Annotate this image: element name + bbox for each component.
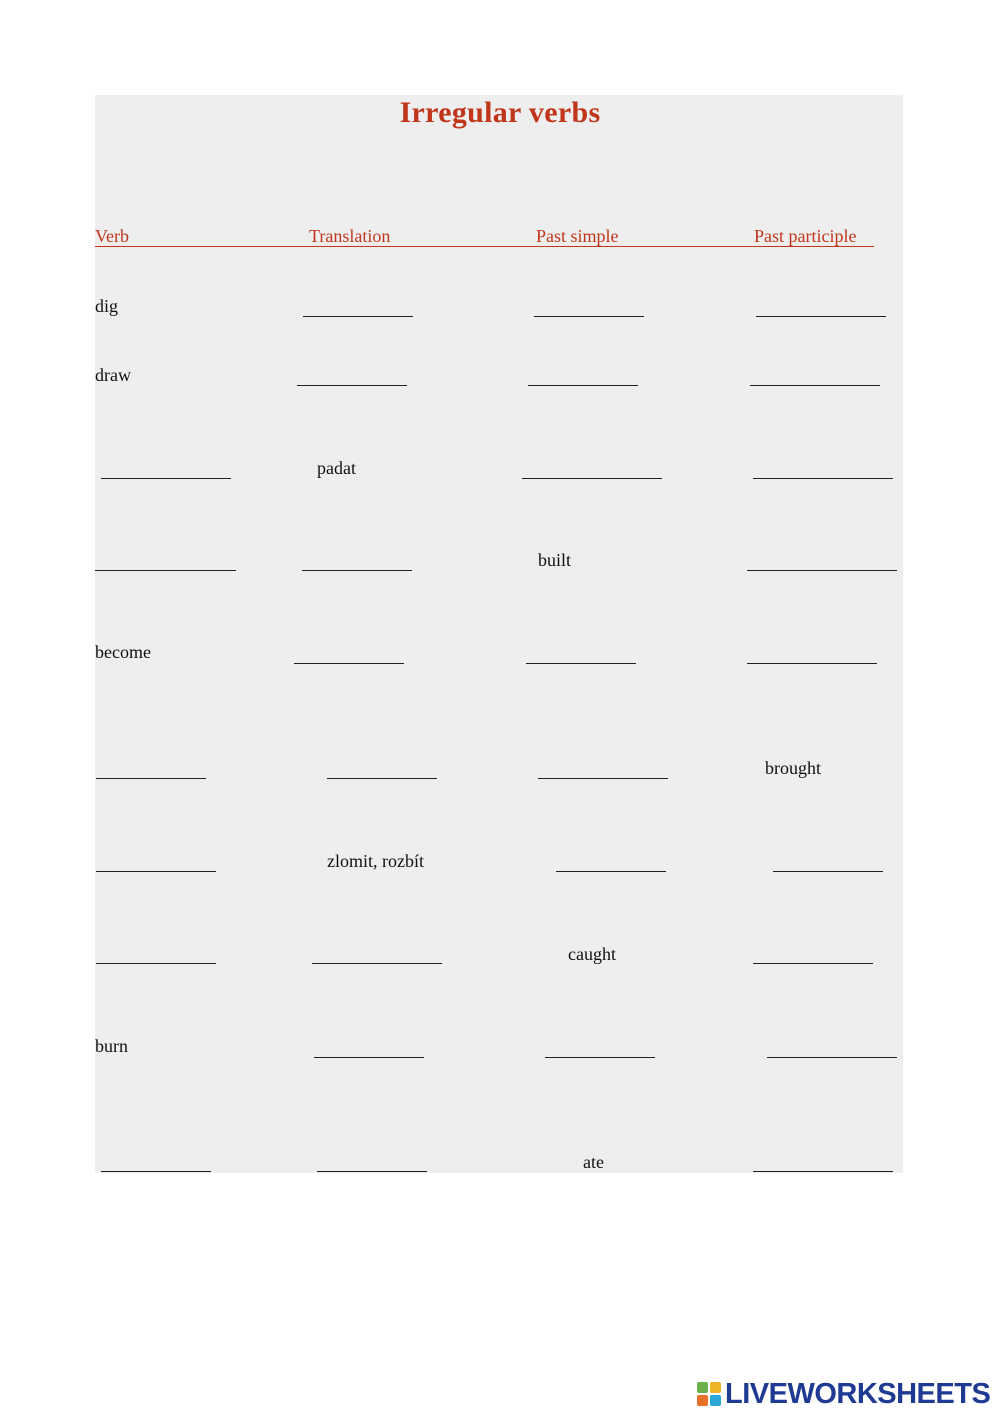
past-participle-blank[interactable] — [750, 385, 880, 386]
verb-cell: draw — [95, 365, 131, 385]
verb-blank[interactable] — [96, 871, 216, 872]
header-past-participle: Past participle — [754, 226, 857, 246]
verb-cell: become — [95, 642, 151, 662]
past-participle-blank[interactable] — [747, 570, 897, 571]
past-simple-blank[interactable] — [538, 778, 668, 779]
worksheet — [95, 95, 903, 1173]
liveworksheets-logo — [697, 1377, 990, 1411]
translation-cell: padat — [317, 458, 356, 478]
verb-blank[interactable] — [96, 778, 206, 779]
page-title: Irregular verbs — [399, 96, 601, 129]
past-simple-cell: built — [538, 550, 572, 570]
verb-blank[interactable] — [95, 570, 236, 571]
past-participle-blank[interactable] — [773, 871, 883, 872]
past-participle-cell: brought — [765, 758, 821, 778]
translation-blank[interactable] — [303, 316, 413, 317]
logo-mark-icon — [697, 1382, 721, 1406]
past-simple-blank[interactable] — [528, 385, 638, 386]
past-participle-blank[interactable] — [753, 1171, 893, 1172]
translation-blank[interactable] — [327, 778, 437, 779]
past-simple-cell: caught — [568, 944, 616, 964]
header-verb: Verb — [95, 226, 129, 246]
translation-blank[interactable] — [302, 570, 412, 571]
past-simple-blank[interactable] — [545, 1057, 655, 1058]
verb-blank[interactable] — [101, 478, 231, 479]
past-participle-blank[interactable] — [767, 1057, 897, 1058]
header-translation: Translation — [309, 226, 391, 246]
translation-blank[interactable] — [314, 1057, 424, 1058]
past-simple-blank[interactable] — [522, 478, 662, 479]
verb-cell: burn — [95, 1036, 128, 1056]
verb-blank[interactable] — [96, 963, 216, 964]
translation-blank[interactable] — [297, 385, 407, 386]
past-participle-blank[interactable] — [756, 316, 886, 317]
verb-cell: dig — [95, 296, 119, 316]
translation-blank[interactable] — [312, 963, 442, 964]
past-simple-blank[interactable] — [526, 663, 636, 664]
past-participle-blank[interactable] — [747, 663, 877, 664]
past-participle-blank[interactable] — [753, 478, 893, 479]
verb-blank[interactable] — [101, 1171, 211, 1172]
header-underline — [95, 246, 874, 247]
past-simple-cell: ate — [583, 1152, 604, 1172]
past-simple-blank[interactable] — [534, 316, 644, 317]
translation-cell: zlomit, rozbít — [327, 851, 424, 871]
header-past-simple: Past simple — [536, 226, 619, 246]
logo-text: LIVEWORKSHEETS — [725, 1377, 991, 1410]
past-simple-blank[interactable] — [556, 871, 666, 872]
past-participle-blank[interactable] — [753, 963, 873, 964]
translation-blank[interactable] — [317, 1171, 427, 1172]
translation-blank[interactable] — [294, 663, 404, 664]
